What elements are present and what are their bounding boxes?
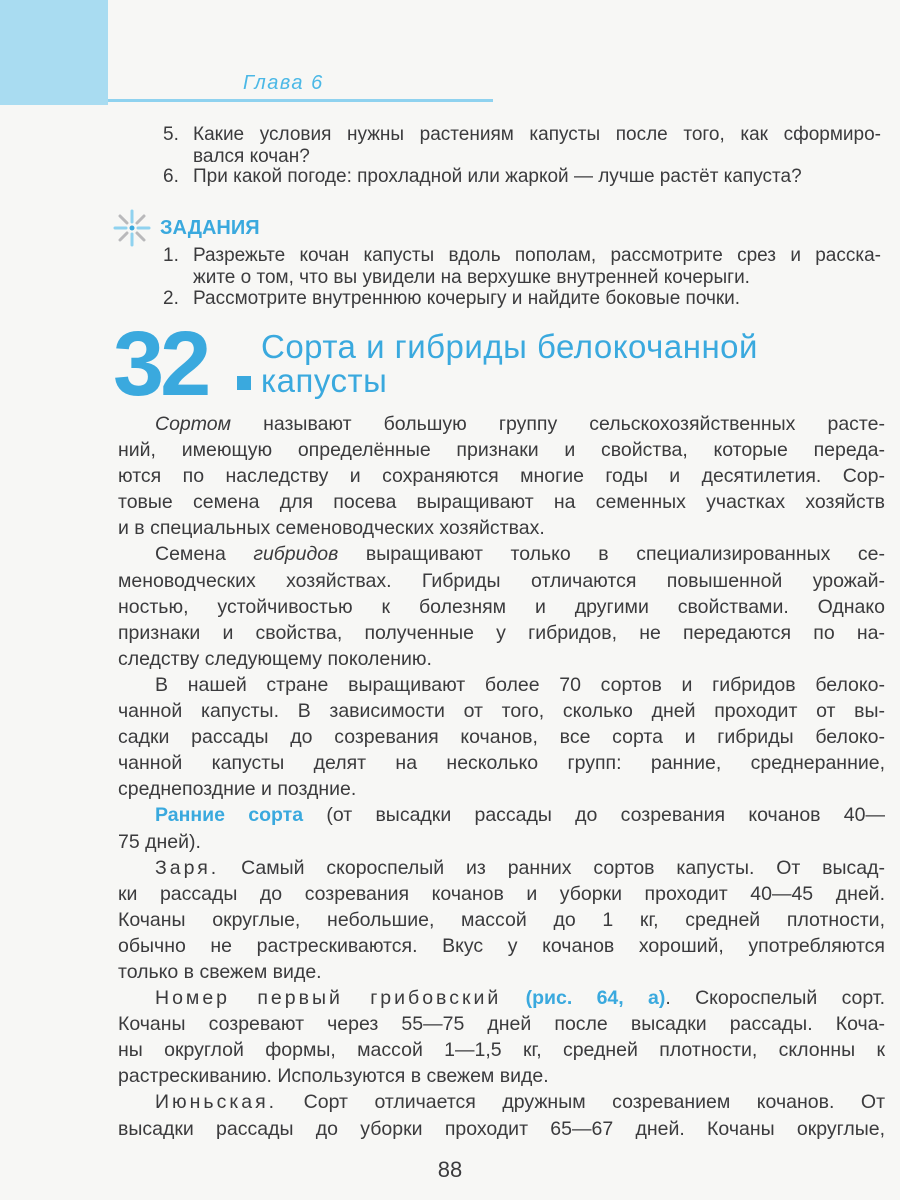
- text-line: [118, 515, 885, 541]
- text-run: выращивают только в специализированных се-: [338, 543, 885, 566]
- text-line: [118, 1037, 885, 1063]
- text-run: [501, 987, 525, 1009]
- text-run: ются по наследству и сохраняются многие годы и десятилетия. Сор-: [118, 465, 885, 488]
- paragraph: [118, 411, 885, 541]
- text-line: Разрежьте кочан капусты вдоль пополам, рассмотрите срез и расска-: [193, 245, 881, 266]
- text-run: среднепоздние и поздние.: [118, 778, 357, 801]
- header-rule: [108, 99, 493, 102]
- text-run: высадки рассады до уборки проходит 65—67 дней. Кочаны округлые,: [118, 1117, 885, 1140]
- variety-name: Заря.: [155, 856, 220, 879]
- text-line: [118, 646, 885, 672]
- text-run: признаки и свойства, полученные у гибридов, не передаются по на-: [118, 621, 885, 644]
- text-run: чанной капусты. В зависимости от того, сколько дней проходит от вы-: [118, 700, 885, 723]
- tasks-title: ЗАДАНИЯ: [160, 216, 260, 239]
- item-text: [193, 124, 881, 168]
- text-run: называют большую группу сельскохозяйственных расте-: [231, 413, 885, 435]
- text-line: Какие условия нужны растениям капусты после того, как сформиро-: [193, 124, 881, 145]
- text-line: Рассмотрите внутреннюю кочерыгу и найдите боковые почки.: [193, 288, 741, 309]
- text-run: растрескиванию. Используются в свежем виде.: [118, 1065, 549, 1088]
- section-title-line-2: капусты: [261, 362, 388, 399]
- text-line: [118, 1011, 885, 1037]
- section-title-line-1: Сорта и гибриды белокочанной: [261, 328, 758, 365]
- text-line: [118, 907, 885, 933]
- variety-name: Номер первый грибовский: [155, 987, 502, 1010]
- text-run: В нашей стране выращивают более 70 сортов и гибридов белоко-: [155, 673, 885, 696]
- text-line: жите о том, что вы увидели на верхушке внутренней кочерыги.: [193, 267, 750, 288]
- text-run: Самый скороспелый из ранних сортов капусты. От высад-: [219, 856, 885, 879]
- paragraph: [118, 985, 885, 1089]
- text-line: [118, 672, 885, 698]
- text-line: [118, 437, 885, 463]
- italic-term: гибридов: [253, 543, 339, 566]
- text-run: обычно не растрескиваются. Вкус у кочанов хороший, употребляются: [118, 934, 885, 957]
- text-line: [118, 724, 885, 750]
- text-line: [118, 463, 885, 489]
- text-line: [118, 985, 885, 1011]
- item-number: 1.: [163, 245, 179, 266]
- text-run: . Скороспелый сорт.: [665, 987, 885, 1010]
- text-run: чанной капусты делят на несколько групп: ранние, среднеранние,: [118, 752, 885, 775]
- page-number: 88: [437, 1157, 463, 1182]
- header-color-block: [0, 0, 108, 105]
- item-text: [193, 288, 881, 310]
- highlight-term: (рис. 64, а): [525, 987, 666, 1010]
- tasks-heading: [112, 208, 260, 248]
- text-line: [118, 881, 885, 907]
- text-line: [118, 411, 885, 437]
- section-title: [261, 330, 758, 398]
- paragraph: [118, 855, 885, 985]
- text-run: и в специальных семеноводческих хозяйствах.: [118, 517, 545, 540]
- text-line: [118, 541, 885, 567]
- text-run: следству следующему поколению.: [118, 647, 432, 670]
- text-run: ний, имеющую определённые признаки и свойства, которые переда-: [118, 439, 885, 462]
- paragraph: [118, 1089, 885, 1141]
- text-line: [118, 620, 885, 646]
- snowflake-icon: [112, 208, 152, 248]
- text-line: [118, 933, 885, 959]
- list-item: [163, 288, 881, 310]
- text-line: [118, 802, 885, 828]
- list-item: [163, 124, 881, 168]
- text-run: меноводческих хозяйствах. Гибриды отличаются повышенной урожай-: [118, 569, 885, 592]
- variety-name: Июньская.: [155, 1091, 278, 1114]
- list-item: [163, 245, 881, 289]
- text-run: Кочаны созревают через 55—75 дней после высадки рассады. Коча-: [118, 1013, 885, 1036]
- section-number: 32: [113, 313, 208, 415]
- italic-term: Сортом: [155, 413, 232, 435]
- list-item: [163, 166, 881, 188]
- item-number: 2.: [163, 288, 179, 309]
- item-number: 6.: [163, 166, 179, 187]
- highlight-term: Ранние сорта: [155, 804, 304, 827]
- text-line: [118, 855, 885, 881]
- text-line: [118, 959, 885, 985]
- body-text: [118, 411, 885, 1142]
- text-run: Кочаны округлые, небольшие, массой до 1 кг, средней плотности,: [118, 908, 885, 931]
- text-run: ки рассады до созревания кочанов и уборки проходит 40—45 дней.: [118, 882, 885, 905]
- item-text: [193, 245, 881, 289]
- chapter-label: Глава 6: [243, 72, 324, 94]
- text-line: [118, 1089, 885, 1115]
- text-line: При какой погоде: прохладной или жаркой — лучше растёт капуста?: [193, 166, 802, 187]
- text-line: [118, 1063, 885, 1089]
- text-run: (от высадки рассады до созревания кочанов 40—: [303, 804, 885, 827]
- text-run: только в свежем виде.: [118, 960, 322, 983]
- text-run: Семена: [155, 543, 254, 566]
- text-run: 75 дней).: [118, 830, 201, 853]
- text-line: [118, 750, 885, 776]
- paragraph: [118, 672, 885, 802]
- text-line: [118, 829, 885, 855]
- item-number: 5.: [163, 124, 179, 145]
- text-line: [118, 489, 885, 515]
- item-text: [193, 166, 881, 188]
- text-line: [118, 776, 885, 802]
- text-run: ны округлой формы, массой 1—1,5 кг, средней плотности, склонны к: [118, 1039, 885, 1062]
- paragraph: [118, 541, 885, 671]
- text-line: вался кочан?: [193, 146, 310, 167]
- text-run: товые семена для посева выращивают на семенных участках хозяйств: [118, 491, 885, 514]
- section-number-dot: [237, 376, 251, 390]
- text-run: садки рассады до созревания кочанов, все сорта и гибриды белоко-: [118, 726, 885, 749]
- text-run: Сорт отличается дружным созреванием кочанов. От: [277, 1091, 885, 1114]
- text-run: ностью, устойчивостью к болезням и другими свойствами. Однако: [118, 595, 885, 618]
- text-line: [118, 594, 885, 620]
- text-line: [118, 1116, 885, 1142]
- text-line: [118, 698, 885, 724]
- paragraph: [118, 802, 885, 854]
- text-line: [118, 568, 885, 594]
